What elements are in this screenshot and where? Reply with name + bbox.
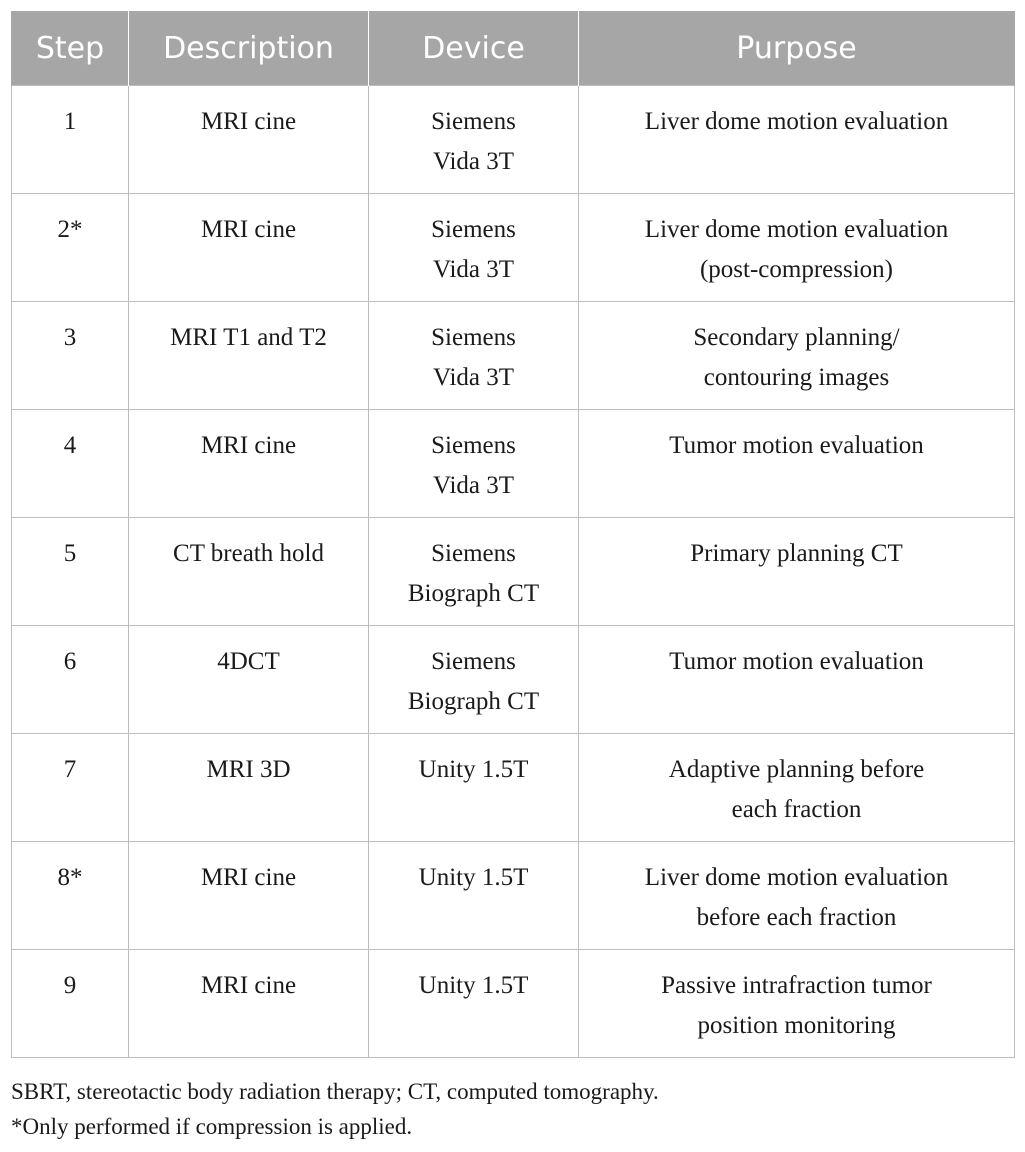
cell-description: MRI T1 and T2 [129,302,369,410]
table-row [12,302,1015,410]
cell-description: MRI cine [129,842,369,950]
table-row [12,950,1015,1058]
cell-device-line: Siemens [431,540,516,567]
table-row [12,518,1015,626]
cell-purpose-line: Primary planning CT [690,540,903,567]
cell-purpose [579,194,1015,302]
cell-purpose [579,626,1015,734]
cell-device-line: Unity 1.5T [418,972,529,999]
cell-purpose-line: Liver dome motion evaluation [644,216,949,243]
cell-device-line: Siemens [431,108,516,135]
cell-step: 2* [12,194,129,302]
cell-device-line: Siemens [431,216,516,243]
header-device: Device [369,12,579,86]
cell-purpose [579,302,1015,410]
cell-description: MRI cine [129,194,369,302]
cell-device-line: Unity 1.5T [418,864,529,891]
cell-purpose-line: (post-compression) [699,256,894,283]
cell-purpose [579,86,1015,194]
cell-purpose-line: Secondary planning/ [693,324,900,351]
cell-step: 9 [12,950,129,1058]
cell-device [369,842,579,950]
cell-purpose [579,950,1015,1058]
cell-step: 6 [12,626,129,734]
cell-purpose [579,410,1015,518]
cell-device-line: Vida 3T [432,472,515,499]
header-step: Step [12,12,129,86]
cell-device [369,626,579,734]
table-row [12,734,1015,842]
cell-description: MRI 3D [129,734,369,842]
cell-purpose-line: Liver dome motion evaluation [644,864,949,891]
cell-purpose-line: contouring images [703,364,890,391]
table-row [12,86,1015,194]
table-row [12,410,1015,518]
cell-device [369,194,579,302]
cell-device [369,734,579,842]
table-body [12,86,1015,1058]
cell-purpose-line: Tumor motion evaluation [669,648,924,675]
footnote-compression: *Only performed if compression is applied. [11,1114,413,1139]
cell-device-line: Vida 3T [432,364,515,391]
cell-purpose-line: before each fraction [696,904,897,931]
footnotes [11,1074,1014,1144]
cell-purpose-line: Liver dome motion evaluation [644,108,949,135]
cell-description: MRI cine [129,410,369,518]
cell-purpose-line: position monitoring [697,1012,896,1039]
cell-device-line: Siemens [431,648,516,675]
cell-device-line: Siemens [431,324,516,351]
cell-device [369,950,579,1058]
cell-step: 4 [12,410,129,518]
table-row [12,194,1015,302]
cell-device-line: Vida 3T [432,256,515,283]
header-description: Description [129,12,369,86]
table-row [12,626,1015,734]
cell-description: CT breath hold [129,518,369,626]
cell-device-line: Biograph CT [407,688,540,715]
protocol-table [11,11,1015,1058]
cell-purpose-line: each fraction [731,796,862,823]
cell-device-line: Siemens [431,432,516,459]
cell-device-line: Biograph CT [407,580,540,607]
cell-purpose [579,734,1015,842]
cell-description: MRI cine [129,950,369,1058]
cell-step: 7 [12,734,129,842]
cell-step: 5 [12,518,129,626]
cell-device [369,518,579,626]
table-row [12,842,1015,950]
cell-purpose-line: Adaptive planning before [668,756,925,783]
cell-step: 3 [12,302,129,410]
cell-step: 1 [12,86,129,194]
cell-device-line: Unity 1.5T [418,756,529,783]
footnote-abbreviations: SBRT, stereotactic body radiation therapy; CT, computed tomography. [11,1079,659,1104]
cell-purpose [579,842,1015,950]
cell-purpose [579,518,1015,626]
cell-device-line: Vida 3T [432,148,515,175]
cell-device [369,86,579,194]
cell-purpose-line: Passive intrafraction tumor [661,972,932,999]
table-container [11,11,1014,1058]
header-purpose: Purpose [579,12,1015,86]
cell-step: 8* [12,842,129,950]
cell-description: MRI cine [129,86,369,194]
cell-device [369,302,579,410]
cell-purpose-line: Tumor motion evaluation [669,432,924,459]
cell-description: 4DCT [129,626,369,734]
table-header-row [12,12,1015,86]
cell-device [369,410,579,518]
